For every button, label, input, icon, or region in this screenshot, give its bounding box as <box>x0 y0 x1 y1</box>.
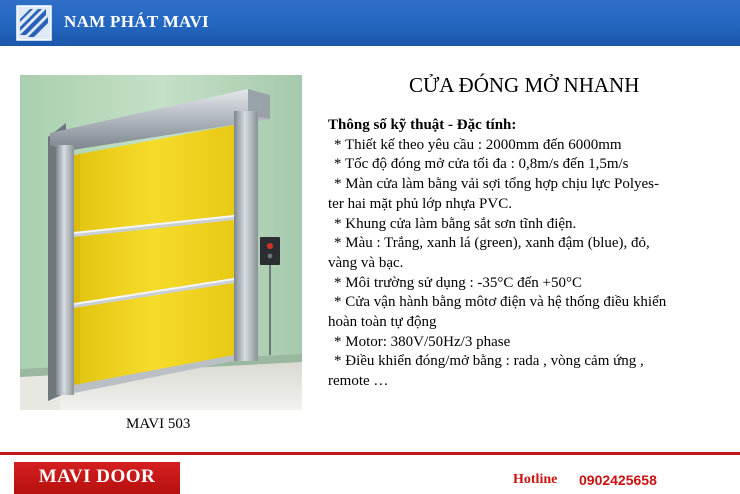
specs-heading: Thông số kỹ thuật - Đặc tính: <box>328 117 517 133</box>
spec-item: * Cửa vận hành bằng môtơ điện và hệ thống điều khiển <box>334 294 667 311</box>
product-title: CỬA ĐÓNG MỞ NHANH <box>409 73 640 97</box>
spec-item: * Điều khiển đóng/mở bằng : rada , vòng cảm ứng , <box>334 353 644 370</box>
spec-item: ter hai mặt phủ lớp nhựa PVC. <box>328 195 512 212</box>
spec-item: vàng và bạc. <box>328 254 404 271</box>
spec-item: * Màu : Trắng, xanh lá (green), xanh đậm (blue), đỏ, <box>334 235 650 252</box>
product-caption: MAVI 503 <box>126 416 191 432</box>
nam-phat-mavi-logo-icon <box>16 5 52 41</box>
spec-item: hoàn toàn tự động <box>328 314 437 331</box>
hotline-label: Hotline <box>513 472 558 487</box>
spec-item: * Motor: 380V/50Hz/3 phase <box>334 333 511 350</box>
brand-name: NAM PHÁT MAVI <box>64 12 209 31</box>
spec-item: * Màn cửa làm bằng vải sợi tổng hợp chịu lực Polyes- <box>334 176 659 193</box>
specs-list <box>328 116 732 392</box>
spec-item: * Thiết kế theo yêu cầu : 2000mm đến 6000mm <box>334 136 622 153</box>
footer-divider <box>0 452 740 455</box>
spec-item: remote … <box>328 373 389 390</box>
spec-item: * Khung cửa làm bằng sắt sơn tĩnh điện. <box>334 215 577 232</box>
header-banner <box>0 0 740 46</box>
hotline-number[interactable]: 0902425658 <box>579 472 657 488</box>
footer-brand-label: MAVI DOOR <box>38 466 156 487</box>
spec-item: * Môi trường sử dụng : -35°C đến +50°C <box>334 274 582 291</box>
spec-item: * Tốc độ đóng mở cửa tối đa : 0,8m/s đến 1,5m/s <box>334 156 629 173</box>
product-photo <box>20 75 302 410</box>
